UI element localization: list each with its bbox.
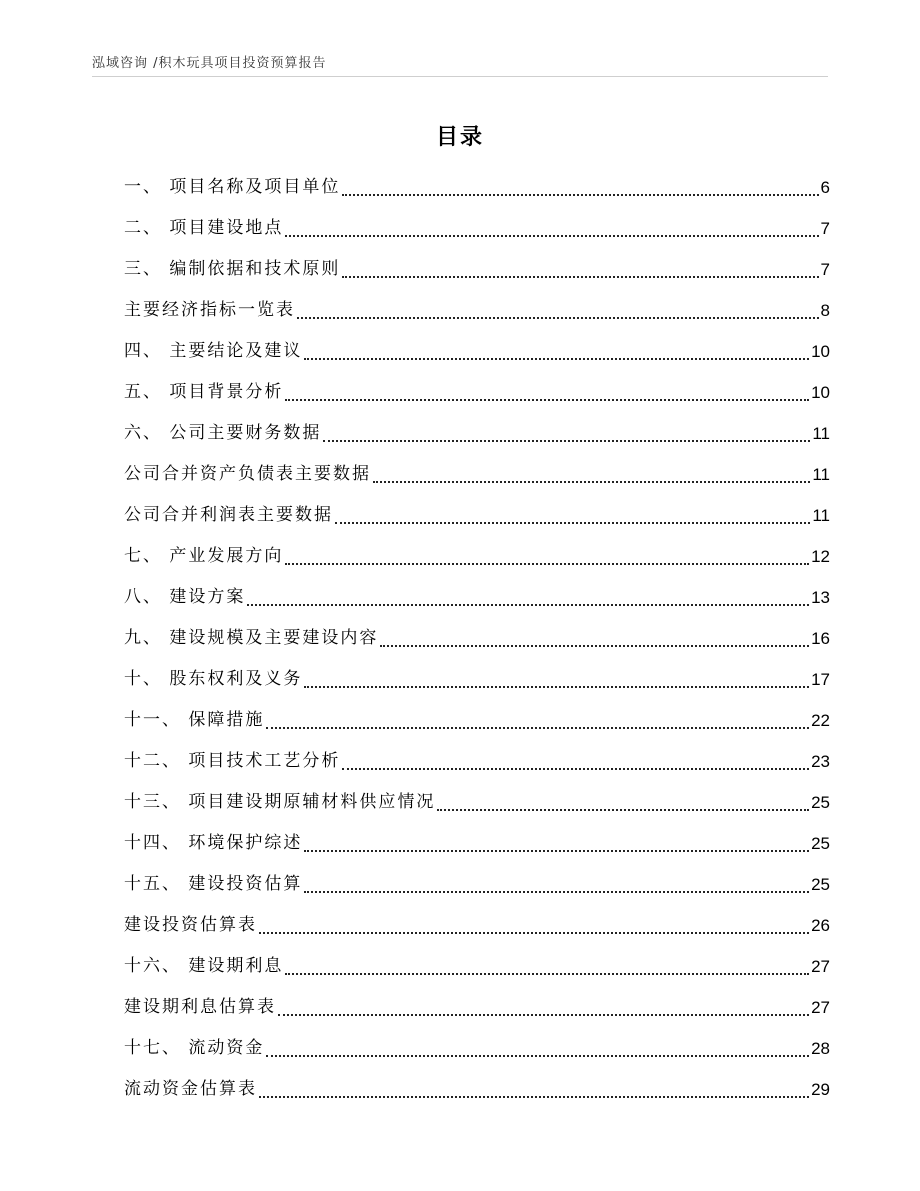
toc-entry-label: 三、 编制依据和技术原则 xyxy=(124,259,341,279)
dot-leader xyxy=(342,194,818,196)
toc-entry-page: 17 xyxy=(811,670,830,689)
toc-entry-label: 五、 项目背景分析 xyxy=(124,382,284,402)
toc-entry[interactable] xyxy=(124,782,830,823)
toc-entry-page: 13 xyxy=(811,588,830,607)
dot-leader xyxy=(266,727,809,729)
toc-entry-page: 11 xyxy=(812,424,830,443)
toc-entry[interactable] xyxy=(124,659,830,700)
toc-list xyxy=(124,167,830,1110)
toc-entry-label: 十四、 环境保护综述 xyxy=(124,833,303,853)
dot-leader xyxy=(259,1096,809,1098)
toc-entry-page: 16 xyxy=(811,629,830,648)
dot-leader xyxy=(304,358,809,360)
dot-leader xyxy=(342,768,809,770)
toc-entry-label: 十三、 项目建设期原辅材料供应情况 xyxy=(124,792,436,812)
toc-entry[interactable] xyxy=(124,1028,830,1069)
toc-entry-label: 六、 公司主要财务数据 xyxy=(124,423,322,443)
toc-entry-page: 12 xyxy=(811,547,830,566)
toc-entry-page: 7 xyxy=(820,219,830,238)
toc-entry-page: 8 xyxy=(820,301,830,320)
toc-entry[interactable] xyxy=(124,372,830,413)
toc-entry[interactable] xyxy=(124,331,830,372)
toc-entry[interactable] xyxy=(124,577,830,618)
toc-entry-label: 十二、 项目技术工艺分析 xyxy=(124,751,341,771)
dot-leader xyxy=(380,645,809,647)
dot-leader xyxy=(304,686,809,688)
toc-entry[interactable] xyxy=(124,618,830,659)
toc-entry-label: 建设投资估算表 xyxy=(124,915,257,935)
toc-entry-page: 27 xyxy=(811,998,830,1017)
toc-entry-page: 27 xyxy=(811,957,830,976)
toc-entry[interactable] xyxy=(124,167,830,208)
toc-entry-page: 23 xyxy=(811,752,830,771)
toc-entry-label: 十一、 保障措施 xyxy=(124,710,265,730)
dot-leader xyxy=(259,932,809,934)
toc-entry-page: 25 xyxy=(811,834,830,853)
dot-leader xyxy=(373,481,810,483)
dot-leader xyxy=(297,317,819,319)
toc-entry-page: 28 xyxy=(811,1039,830,1058)
toc-entry-page: 6 xyxy=(820,178,830,197)
toc-entry[interactable] xyxy=(124,741,830,782)
toc-entry-label: 公司合并资产负债表主要数据 xyxy=(124,464,371,484)
dot-leader xyxy=(278,1014,809,1016)
dot-leader xyxy=(285,563,809,565)
toc-entry[interactable] xyxy=(124,249,830,290)
dot-leader xyxy=(266,1055,809,1057)
toc-entry-page: 26 xyxy=(811,916,830,935)
toc-entry-page: 11 xyxy=(812,506,830,525)
header-divider xyxy=(92,76,828,77)
toc-entry[interactable] xyxy=(124,823,830,864)
toc-entry-label: 十五、 建设投资估算 xyxy=(124,874,303,894)
toc-entry-page: 29 xyxy=(811,1080,830,1099)
dot-leader xyxy=(342,276,818,278)
toc-title: 目录 xyxy=(435,125,484,150)
toc-entry-label: 建设期利息估算表 xyxy=(124,997,276,1017)
toc-entry[interactable] xyxy=(124,413,830,454)
toc-entry[interactable] xyxy=(124,864,830,905)
dot-leader xyxy=(285,235,818,237)
toc-entry-page: 11 xyxy=(812,465,830,484)
toc-entry-label: 十七、 流动资金 xyxy=(124,1038,265,1058)
toc-entry-label: 八、 建设方案 xyxy=(124,587,246,607)
toc-entry[interactable] xyxy=(124,1069,830,1110)
toc-entry-label: 公司合并利润表主要数据 xyxy=(124,505,333,525)
toc-entry-page: 25 xyxy=(811,875,830,894)
toc-entry[interactable] xyxy=(124,536,830,577)
toc-entry-page: 10 xyxy=(811,383,830,402)
toc-entry[interactable] xyxy=(124,905,830,946)
toc-entry-label: 流动资金估算表 xyxy=(124,1079,257,1099)
dot-leader xyxy=(247,604,809,606)
toc-entry-label: 四、 主要结论及建议 xyxy=(124,341,303,361)
dot-leader xyxy=(304,891,809,893)
toc-entry[interactable] xyxy=(124,495,830,536)
toc-entry[interactable] xyxy=(124,290,830,331)
dot-leader xyxy=(323,440,810,442)
dot-leader xyxy=(304,850,809,852)
toc-entry-page: 22 xyxy=(811,711,830,730)
toc-entry-label: 主要经济指标一览表 xyxy=(124,300,295,320)
dot-leader xyxy=(335,522,810,524)
toc-entry-page: 10 xyxy=(811,342,830,361)
toc-entry-page: 25 xyxy=(811,793,830,812)
toc-entry-label: 十六、 建设期利息 xyxy=(124,956,284,976)
toc-entry-label: 二、 项目建设地点 xyxy=(124,218,284,238)
toc-entry-label: 一、 项目名称及项目单位 xyxy=(124,177,341,197)
toc-entry[interactable] xyxy=(124,454,830,495)
dot-leader xyxy=(437,809,809,811)
toc-entry[interactable] xyxy=(124,946,830,987)
toc-entry-label: 七、 产业发展方向 xyxy=(124,546,284,566)
dot-leader xyxy=(285,399,809,401)
toc-entry-label: 九、 建设规模及主要建设内容 xyxy=(124,628,379,648)
toc-entry-page: 7 xyxy=(820,260,830,279)
dot-leader xyxy=(285,973,809,975)
toc-entry[interactable] xyxy=(124,208,830,249)
toc-entry[interactable] xyxy=(124,987,830,1028)
toc-entry-label: 十、 股东权利及义务 xyxy=(124,669,303,689)
toc-entry[interactable] xyxy=(124,700,830,741)
page-header: 泓域咨询 /积木玩具项目投资预算报告 xyxy=(92,56,327,71)
